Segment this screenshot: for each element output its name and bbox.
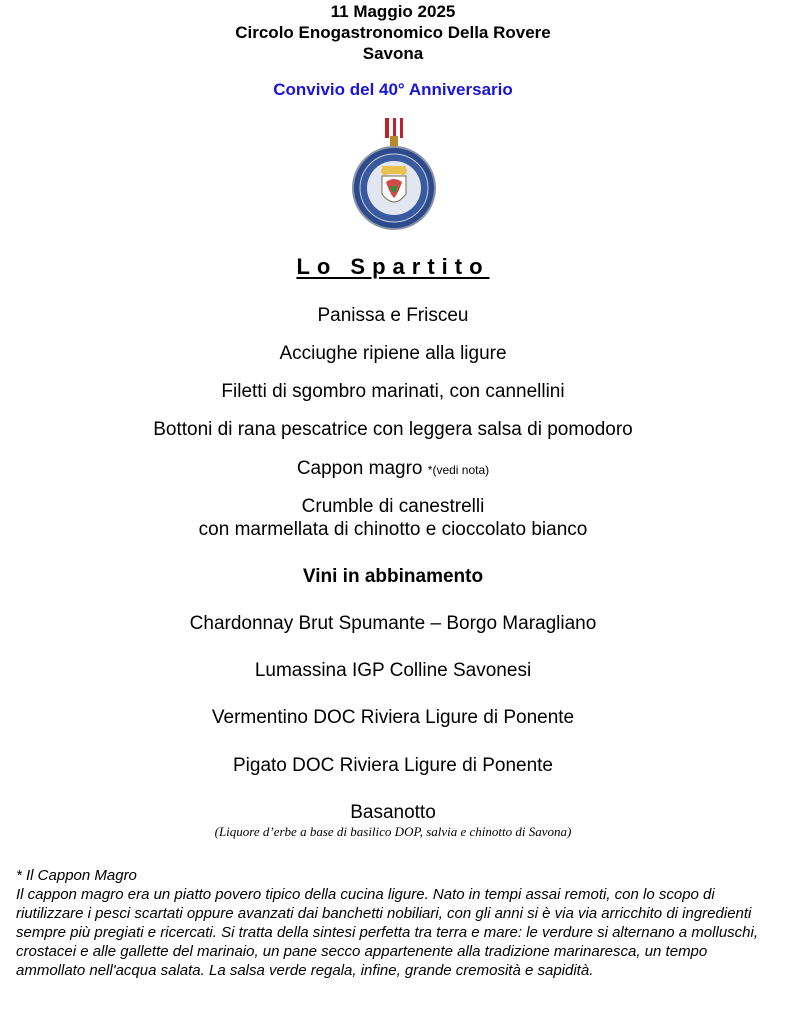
footnote-text: Il cappon magro era un piatto povero tipico della cucina ligure. Nato in tempi assai remoti, con lo scopo di riutilizzare i pesci scartati oppure avanzati dai banchetti nobiliari, con gli anni si è via via arricchito di ingredienti sempre più pregiati e ricercati. Si tratta della sintesi perfetta tra terra e mare: le verdure si alternano a molluschi, crostacei e alle gallette del marinaio, un pane secco appartenente alla tradizione marinaresca, un tempo ammollato nell'acqua salata. La salsa verde regala, infine, grande cremosità e sapidità. [16, 886, 759, 979]
dish-item: Bottoni di rana pescatrice con leggera salsa di pomodoro [153, 419, 633, 440]
digestif-description: (Liquore d’erbe a base di basilico DOP, salvia e chinotto di Savona) [214, 824, 572, 839]
dish-cappon-name: Cappon magro [296, 458, 423, 479]
city-name: Savona [362, 44, 424, 63]
wine-item: Pigato DOC Riviera Ligure di Ponente [232, 755, 553, 776]
dish-cappon [0, 457, 786, 482]
wine-item: Lumassina IGP Colline Savonesi [254, 660, 532, 681]
wine-item: Vermentino DOC Riviera Ligure di Ponente [211, 707, 575, 728]
dessert-line-1: Crumble di canestrelli [301, 496, 485, 517]
wines-title: Vini in abbinamento [302, 566, 484, 587]
medal-icon [352, 116, 436, 234]
footnote-title: * Il Cappon Magro [16, 867, 137, 884]
footnote [16, 866, 772, 980]
dish-item: Acciughe ripiene alla ligure [279, 343, 507, 364]
dish-item: Panissa e Frisceu [317, 305, 469, 326]
wine-item: Chardonnay Brut Spumante – Borgo Maragliano [189, 613, 597, 634]
digestif-name: Basanotto [350, 802, 436, 823]
menu-title: Lo Spartito [296, 254, 490, 279]
dessert-line-2: con marmellata di chinotto e cioccolato bianco [198, 519, 588, 540]
dish-item: Filetti di sgombro marinati, con cannellini [221, 381, 565, 402]
event-date: 11 Maggio 2025 [330, 2, 456, 21]
organization-name: Circolo Enogastronomico Della Rovere [235, 23, 551, 42]
note-reference: *(vedi nota) [427, 463, 490, 477]
anniversary-subtitle: Convivio del 40° Anniversario [273, 80, 513, 99]
